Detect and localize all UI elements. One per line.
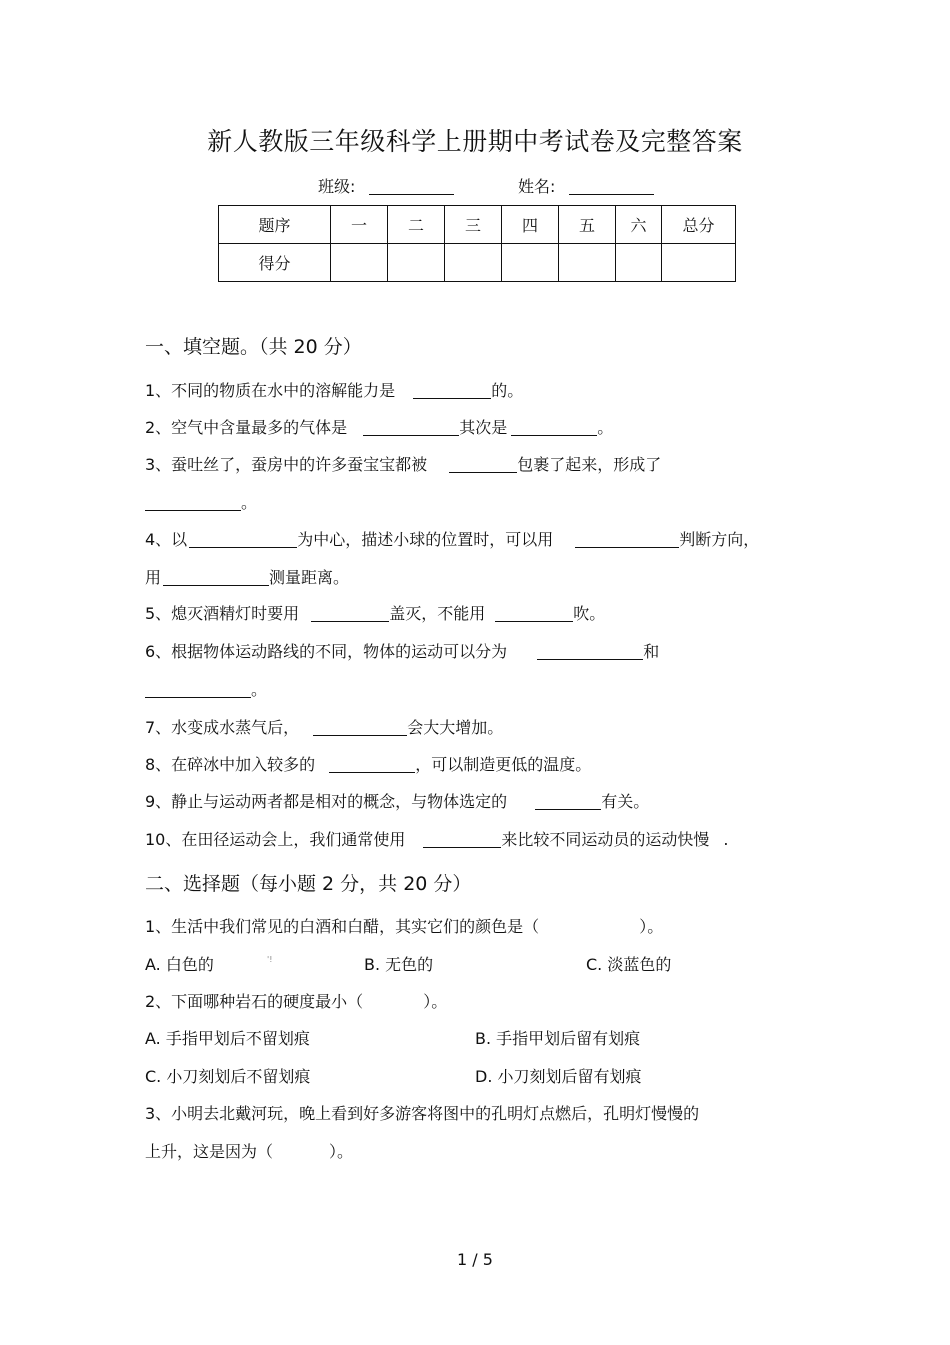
page-title: 新人教版三年级科学上册期中考试卷及完整答案 [207,127,743,156]
answer-blank[interactable] [189,529,297,548]
header-cell: 总分 [662,206,736,244]
score-cell[interactable] [616,244,662,282]
option-a[interactable]: A. 手指甲划后不留划痕 [145,1029,310,1048]
answer-blank[interactable] [537,641,643,660]
question-text: 5、熄灭酒精灯时要用 [145,604,300,623]
name-label: 姓名: [518,177,556,196]
question-text: 4、以 [145,530,188,549]
answer-blank[interactable] [449,454,517,473]
score-row-label: 得分 [219,244,331,282]
question-1-6-cont [145,677,267,700]
header-cell: 五 [559,206,616,244]
option-b[interactable]: B. 手指甲划后留有划痕 [475,1029,641,1048]
score-table [218,205,736,282]
header-cell: 一 [331,206,388,244]
question-1-4-cont [145,565,349,588]
score-cell[interactable] [445,244,502,282]
question-text: 测量距离。 [269,568,350,587]
answer-blank[interactable] [495,603,573,622]
question-text: 2、下面哪种岩石的硬度最小（ [145,992,364,1011]
answer-blank[interactable] [145,679,251,698]
question-text: 会大大增加。 [407,718,504,737]
question-text: 为中心，描述小球的位置时，可以用 [297,530,554,549]
option-b[interactable]: B. 无色的 [364,955,434,974]
question-text: 1、生活中我们常见的白酒和白醋，其实它们的颜色是（ [145,917,540,936]
question-1-9 [145,789,649,812]
name-blank[interactable] [569,176,654,195]
question-text: ）。 [329,1142,354,1161]
question-2-3-cont [145,1139,353,1162]
question-text: 1、不同的物质在水中的溶解能力是 [145,381,396,400]
question-1-3 [145,452,661,475]
answer-blank[interactable] [423,829,501,848]
class-field [318,174,454,197]
header-cell: 六 [616,206,662,244]
question-text: 其次是 [459,418,508,437]
question-2-3: 3、小明去北戴河玩，晚上看到好多游客将图中的孔明灯点燃后，孔明灯慢慢的 [145,1104,700,1123]
question-1-8 [145,752,591,775]
question-text: 。 [241,493,258,512]
question-1-7 [145,715,503,738]
header-cell: 三 [445,206,502,244]
question-text: 用 [145,568,162,587]
header-cell: 题序 [219,206,331,244]
question-1-6 [145,639,659,662]
question-text: 10、在田径运动会上，我们通常使用 [145,830,406,849]
question-text: 上升，这是因为（ [145,1142,274,1161]
score-table-score-row [219,244,736,282]
question-text: 8、在碎冰中加入较多的 [145,755,316,774]
question-text: 2、空气中含量最多的气体是 [145,418,348,437]
name-field [518,174,654,197]
question-1-5 [145,601,605,624]
question-1-4 [145,527,759,550]
question-2-1 [145,914,663,937]
page-number: 1 / 5 [457,1250,493,1269]
score-table-header-row [219,206,736,244]
score-cell[interactable] [331,244,388,282]
question-text: 包裹了起来，形成了 [517,455,662,474]
option-c[interactable]: C. 小刀刻划后不留划痕 [145,1067,311,1086]
question-text: 。 [251,680,268,699]
score-cell[interactable] [502,244,559,282]
class-label: 班级: [318,177,356,196]
answer-blank[interactable] [511,417,597,436]
section1-title: 一、填空题。（共 20 分） [145,336,362,358]
question-text: 和 [643,642,660,661]
question-text: 吹。 [573,604,606,623]
class-blank[interactable] [369,176,454,195]
question-text: 的。 [491,381,524,400]
header-cell: 四 [502,206,559,244]
option-c[interactable]: C. 淡蓝色的 [586,955,672,974]
question-text: 盖灭，不能用 [389,604,486,623]
question-1-1 [145,378,523,401]
question-text: 9、静止与运动两者都是相对的概念，与物体选定的 [145,792,508,811]
question-text: ）。 [639,917,664,936]
answer-blank[interactable] [413,380,491,399]
question-2-2 [145,989,447,1012]
question-text: 有关。 [601,792,650,811]
question-text: . [723,830,729,849]
question-1-10 [145,827,728,850]
answer-blank[interactable] [145,492,241,511]
option-d[interactable]: D. 小刀刻划后留有划痕 [475,1067,642,1086]
question-text: ）。 [423,992,448,1011]
header-cell: 二 [388,206,445,244]
answer-blank[interactable] [329,754,415,773]
score-cell[interactable] [388,244,445,282]
answer-blank[interactable] [163,567,269,586]
question-1-3-cont [145,490,257,513]
score-cell[interactable] [559,244,616,282]
question-text: 3、蚕吐丝了，蚕房中的许多蚕宝宝都被 [145,455,428,474]
answer-blank[interactable] [575,529,679,548]
answer-blank[interactable] [313,717,407,736]
answer-blank[interactable] [311,603,389,622]
question-text: 。 [597,418,614,437]
answer-blank[interactable] [363,417,459,436]
score-cell[interactable] [662,244,736,282]
question-text: 6、根据物体运动路线的不同，物体的运动可以分为 [145,642,508,661]
question-text: 判断方向， [679,530,760,549]
answer-blank[interactable] [535,791,601,810]
question-text: ，可以制造更低的温度。 [415,755,592,774]
question-1-2 [145,415,613,438]
section2-title: 二、选择题（每小题 2 分，共 20 分） [145,873,472,895]
question-text: 7、水变成水蒸气后， [145,718,300,737]
option-a[interactable]: A. 白色的 [145,955,214,974]
scan-mark: '! [267,955,273,964]
question-text: 来比较不同运动员的运动快慢 [501,830,710,849]
